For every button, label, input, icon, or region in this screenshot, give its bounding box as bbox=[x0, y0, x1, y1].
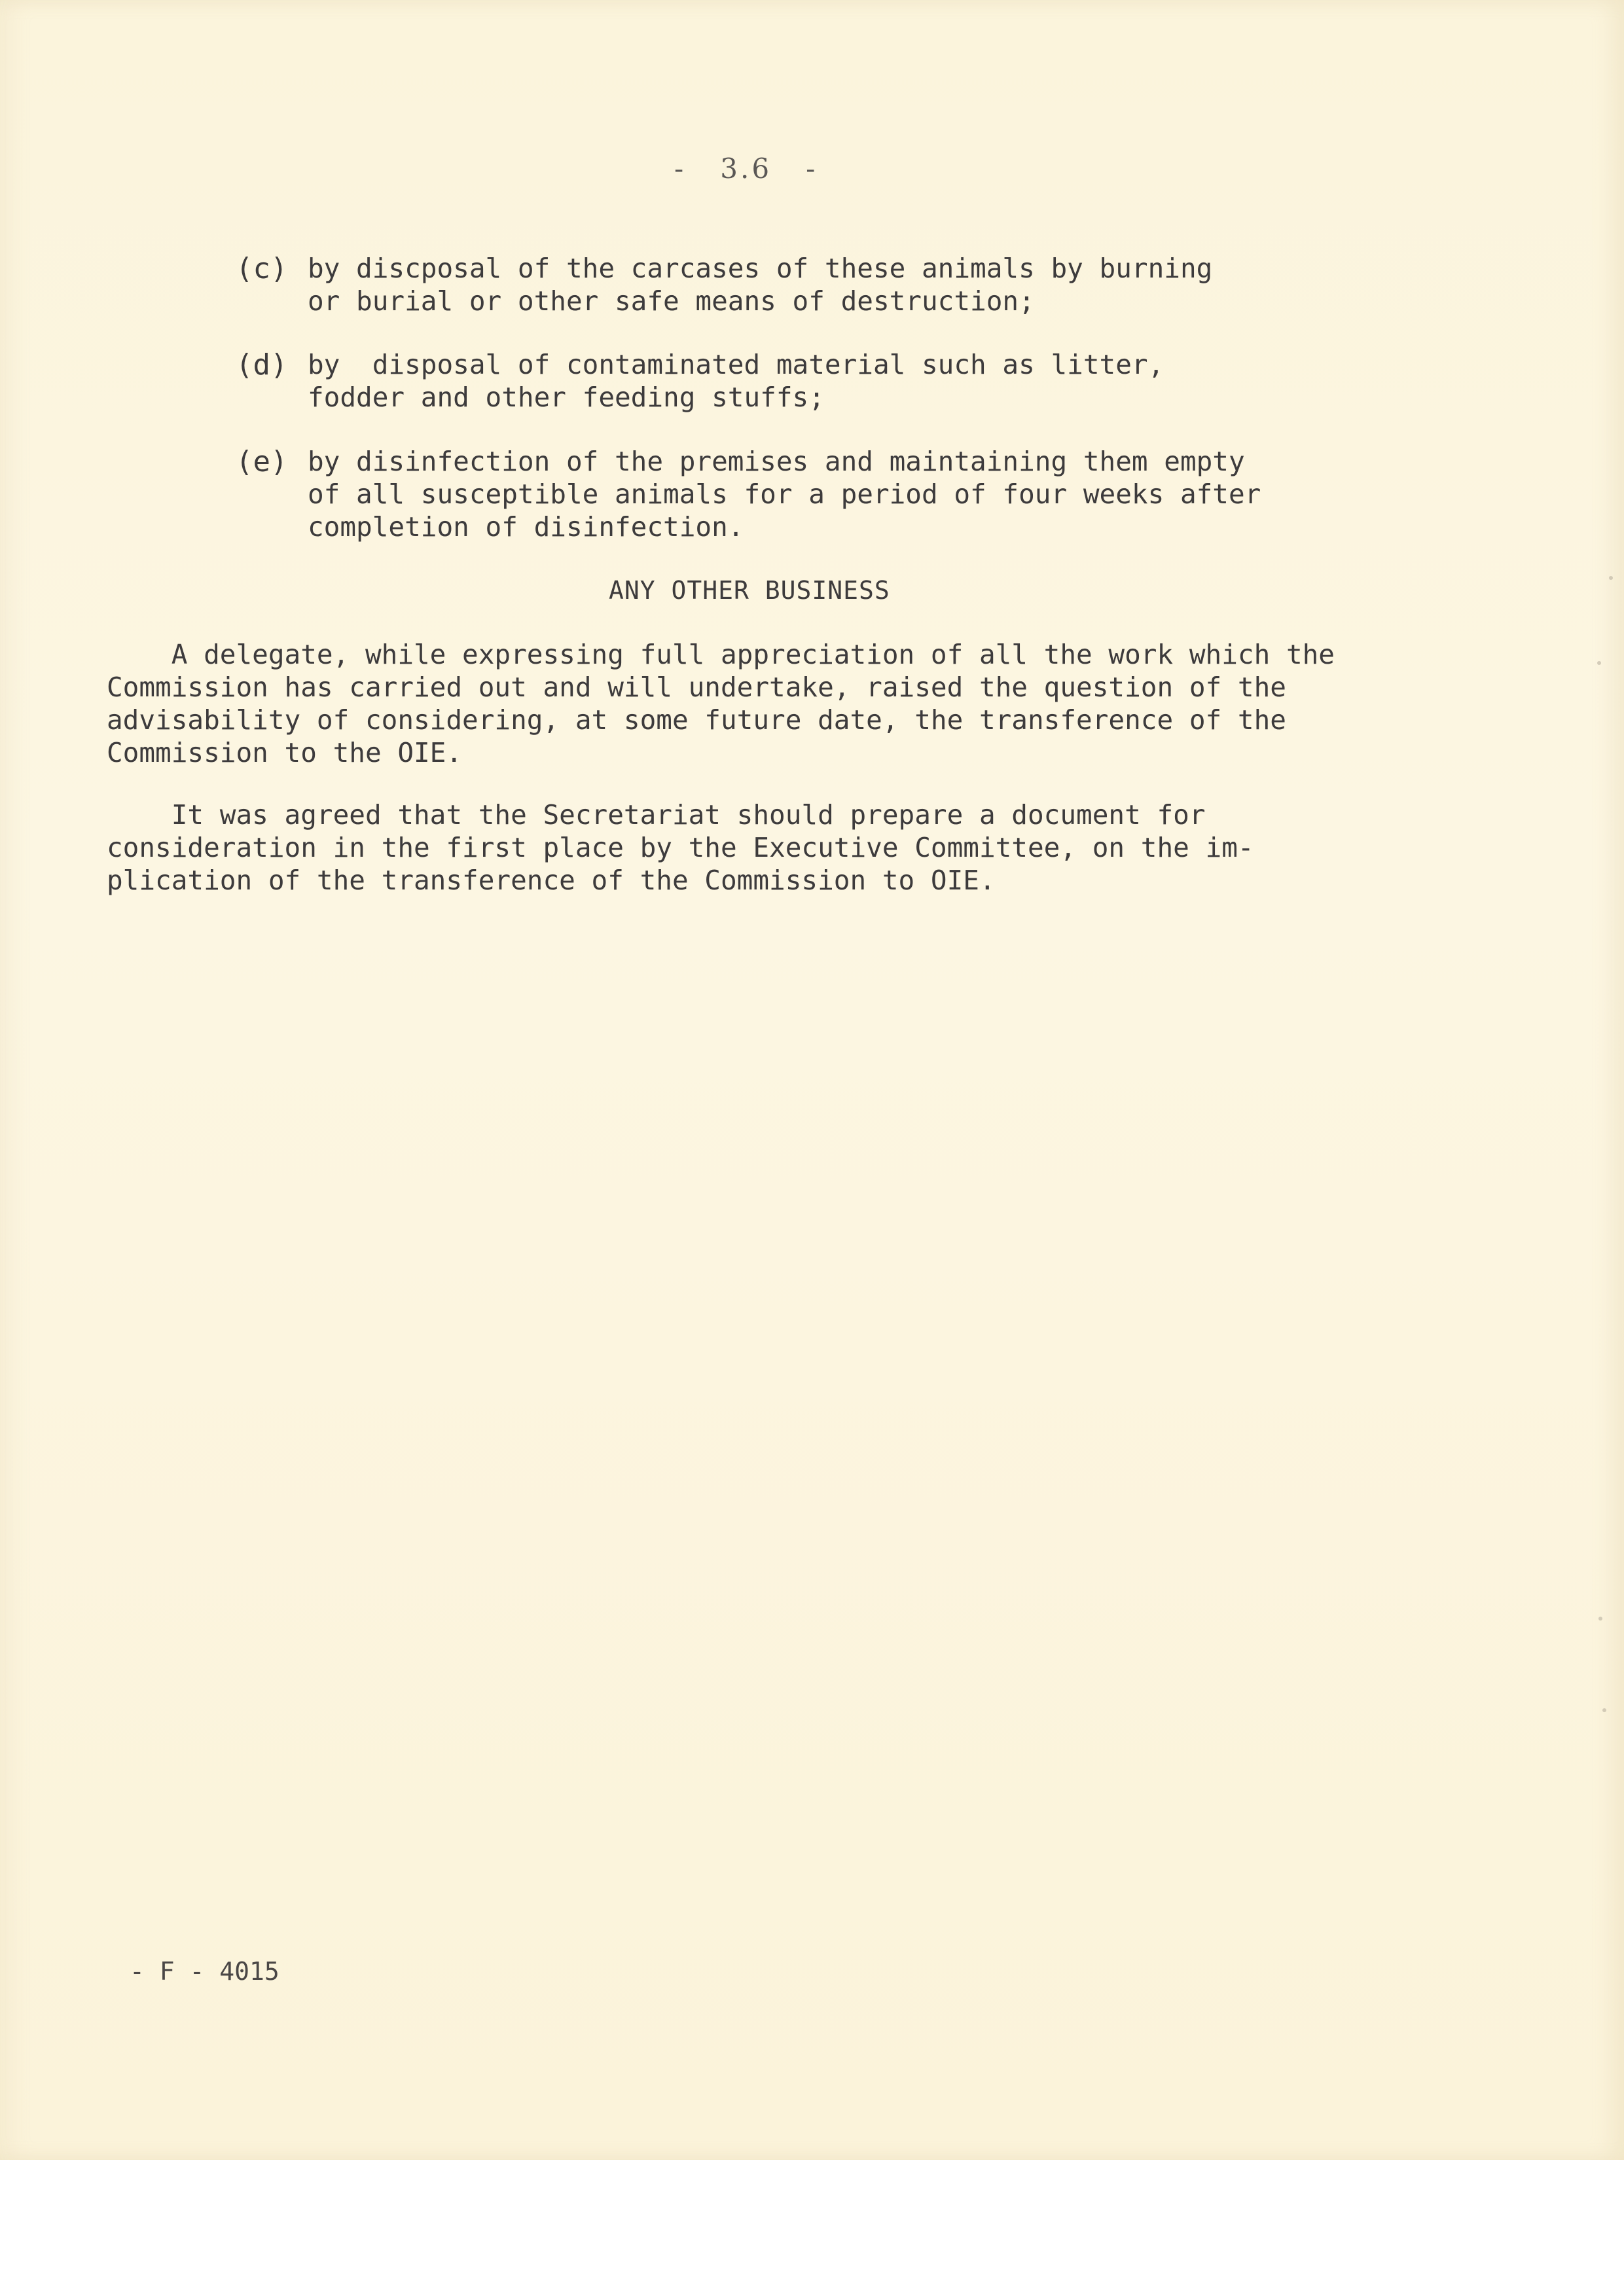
paragraph-line: consideration in the first place by the Executive Committee, on the im- bbox=[107, 832, 1254, 863]
list-item-line: of all susceptible animals for a period of four weeks after bbox=[308, 478, 1261, 510]
paragraph-line: plication of the transference of the Commission to OIE. bbox=[107, 865, 996, 896]
paragraph-line: advisability of considering, at some future date, the transference of the bbox=[107, 704, 1286, 736]
document-reference: - F - 4015 bbox=[130, 1957, 280, 1986]
list-item-line: completion of disinfection. bbox=[308, 511, 744, 543]
page-number: - 3.6 - bbox=[674, 152, 818, 185]
scan-speck bbox=[1597, 661, 1601, 665]
paragraph-delegate bbox=[107, 638, 1335, 769]
list-item-line: fodder and other feeding stuffs; bbox=[308, 382, 825, 413]
list-item-body bbox=[308, 348, 1164, 414]
list-item-label: (d) bbox=[236, 348, 288, 382]
list-item-body bbox=[308, 445, 1261, 543]
paragraph-line: Commission has carried out and will undertake, raised the question of the bbox=[107, 672, 1286, 703]
list-item-label: (c) bbox=[236, 252, 288, 285]
list-item-body bbox=[308, 252, 1212, 317]
list-item-line: by discposal of the carcases of these animals by burning bbox=[308, 253, 1213, 284]
paragraph-line: It was agreed that the Secretariat should prepare a document for bbox=[107, 799, 1206, 831]
list-item-label: (e) bbox=[236, 445, 288, 478]
paragraph-agreement bbox=[107, 798, 1254, 897]
list-item-line: or burial or other safe means of destruction; bbox=[308, 285, 1035, 317]
scan-speck bbox=[1598, 1617, 1602, 1621]
list-item-line: by disinfection of the premises and maintaining them empty bbox=[308, 446, 1245, 477]
scan-speck bbox=[1609, 576, 1613, 580]
list-item-line: by disposal of contaminated material such as litter, bbox=[308, 349, 1164, 380]
paragraph-line: A delegate, while expressing full appreciation of all the work which the bbox=[107, 639, 1335, 670]
scan-speck bbox=[1602, 1708, 1606, 1712]
section-heading: ANY OTHER BUSINESS bbox=[609, 576, 890, 605]
paragraph-line: Commission to the OIE. bbox=[107, 737, 463, 768]
